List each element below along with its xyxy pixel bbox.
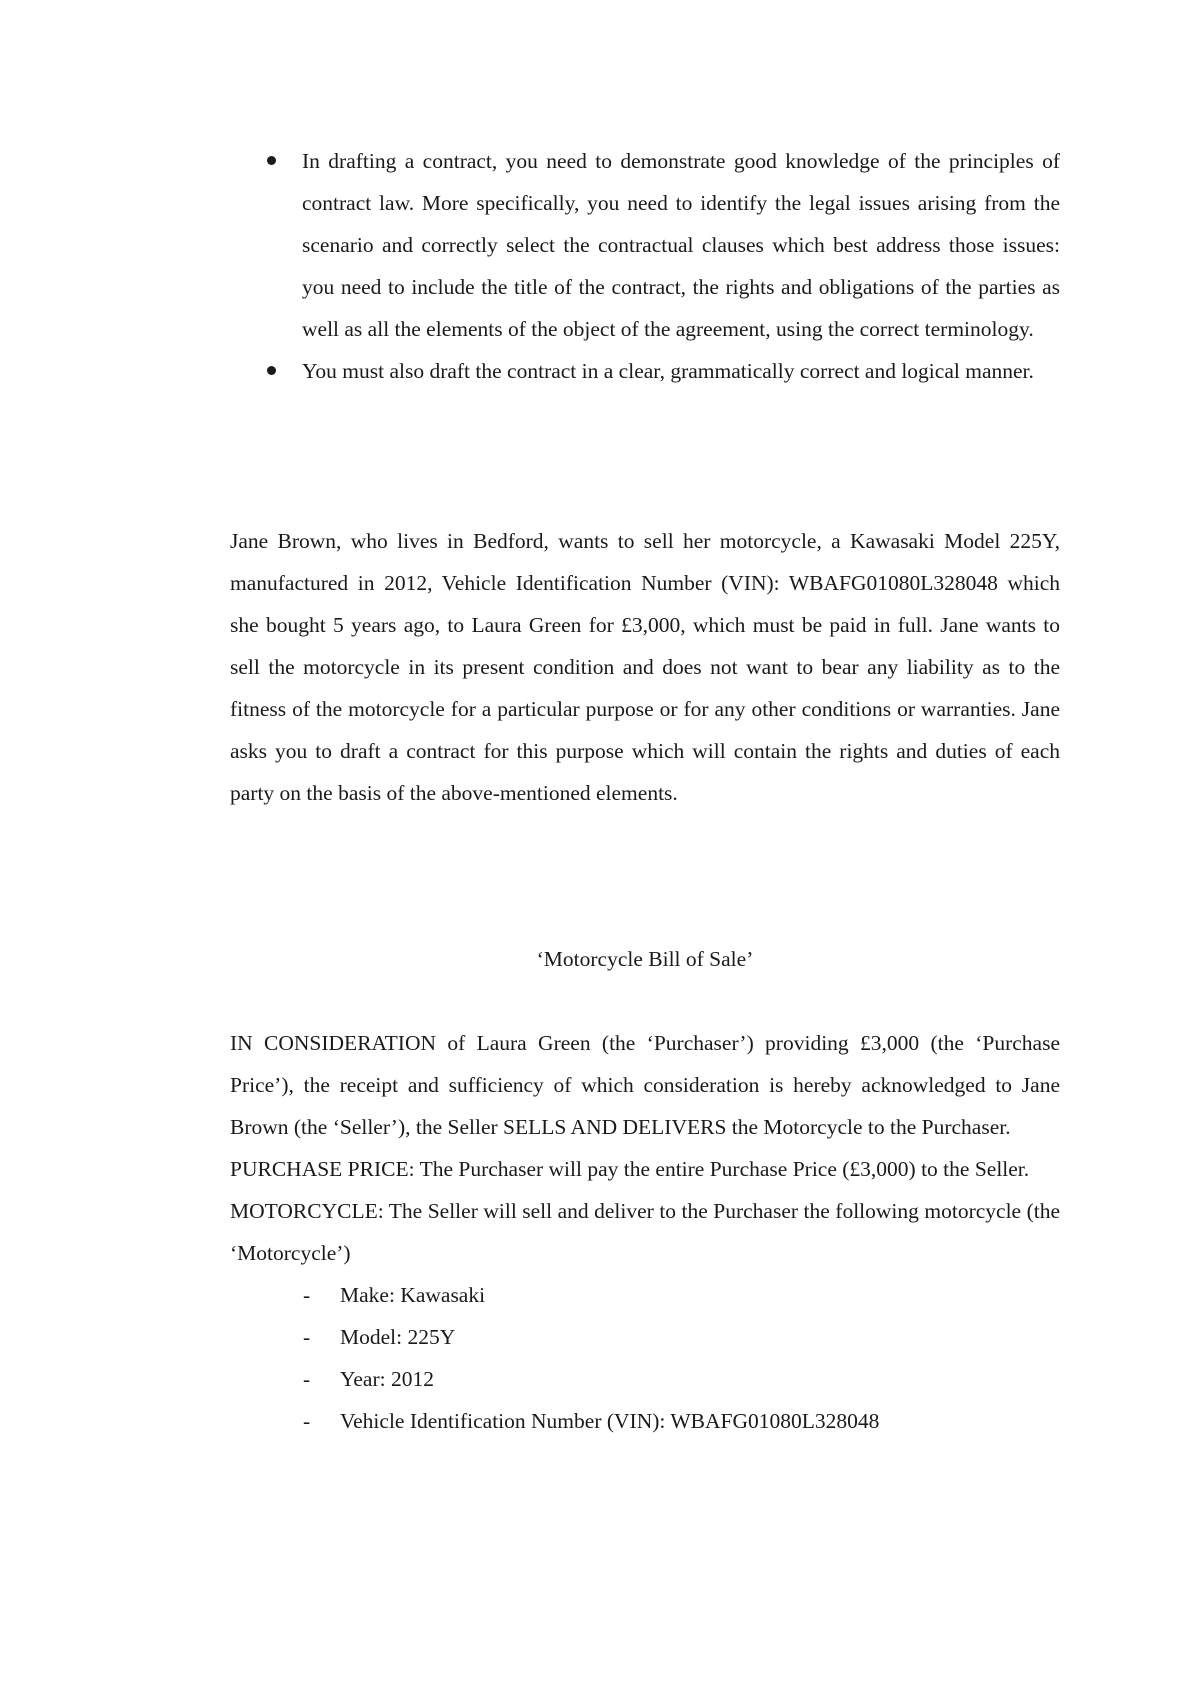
detail-text: Vehicle Identification Number (VIN): WBAFG01080L328048 bbox=[340, 1409, 880, 1433]
scenario-paragraph: Jane Brown, who lives in Bedford, wants to sell her motorcycle, a Kawasaki Model 225Y, manufactured in 2012, Vehicle Identification Number (VIN): WBAFG01080L328048 which she bought 5 years ago, to Laura Green for £3,000, which must be paid in full. Jane wants to sell the motorcycle in its present condition and does not want to bear any liability as to the fitness of the motorcycle for a particular purpose or for any other conditions or warranties. Jane asks you to draft a contract for this purpose which will contain the rights and duties of each party on the basis of the above-mentioned elements. bbox=[230, 529, 1060, 805]
instruction-text: You must also draft the contract in a clear, grammatically correct and logical manner. bbox=[302, 359, 1034, 383]
motorcycle-clause: MOTORCYCLE: The Seller will sell and deliver to the Purchaser the following motorcycle (the ‘Motorcycle’) bbox=[230, 1199, 1060, 1265]
motorcycle-details-list bbox=[230, 1274, 1060, 1442]
detail-item-model bbox=[230, 1316, 1060, 1358]
instruction-text: In drafting a contract, you need to demonstrate good knowledge of the principles of contract law. More specifically, you need to identify the legal issues arising from the scenario and correctly select the contractual clauses which best address those issues: you need to include the title of the contract, the rights and obligations of the parties as well as all the elements of the object of the agreement, using the correct terminology. bbox=[302, 149, 1060, 341]
contract-body bbox=[230, 1022, 1060, 1442]
dash-icon: - bbox=[303, 1325, 311, 1349]
instructions-list bbox=[302, 140, 1060, 392]
detail-text: Model: 225Y bbox=[340, 1325, 456, 1349]
bullet-icon bbox=[267, 156, 276, 165]
purchase-price-clause: PURCHASE PRICE: The Purchaser will pay the entire Purchase Price (£3,000) to the Seller. bbox=[230, 1157, 1030, 1181]
bullet-icon bbox=[267, 366, 276, 375]
contract-title: ‘Motorcycle Bill of Sale’ bbox=[536, 947, 754, 971]
instruction-item bbox=[302, 350, 1060, 392]
detail-text: Year: 2012 bbox=[340, 1367, 434, 1391]
dash-icon: - bbox=[303, 1367, 311, 1391]
dash-icon: - bbox=[303, 1283, 311, 1307]
detail-text: Make: Kawasaki bbox=[340, 1283, 486, 1307]
detail-item-make bbox=[230, 1274, 1060, 1316]
detail-item-year bbox=[230, 1358, 1060, 1400]
dash-icon: - bbox=[303, 1409, 311, 1433]
detail-item-vin bbox=[230, 1400, 1060, 1442]
instruction-item bbox=[302, 140, 1060, 350]
consideration-clause: IN CONSIDERATION of Laura Green (the ‘Purchaser’) providing £3,000 (the ‘Purchase Price’), the receipt and sufficiency of which consideration is hereby acknowledged to Jane Brown (the ‘Seller’), the Seller SELLS AND DELIVERS the Motorcycle to the Purchaser. bbox=[230, 1031, 1060, 1139]
